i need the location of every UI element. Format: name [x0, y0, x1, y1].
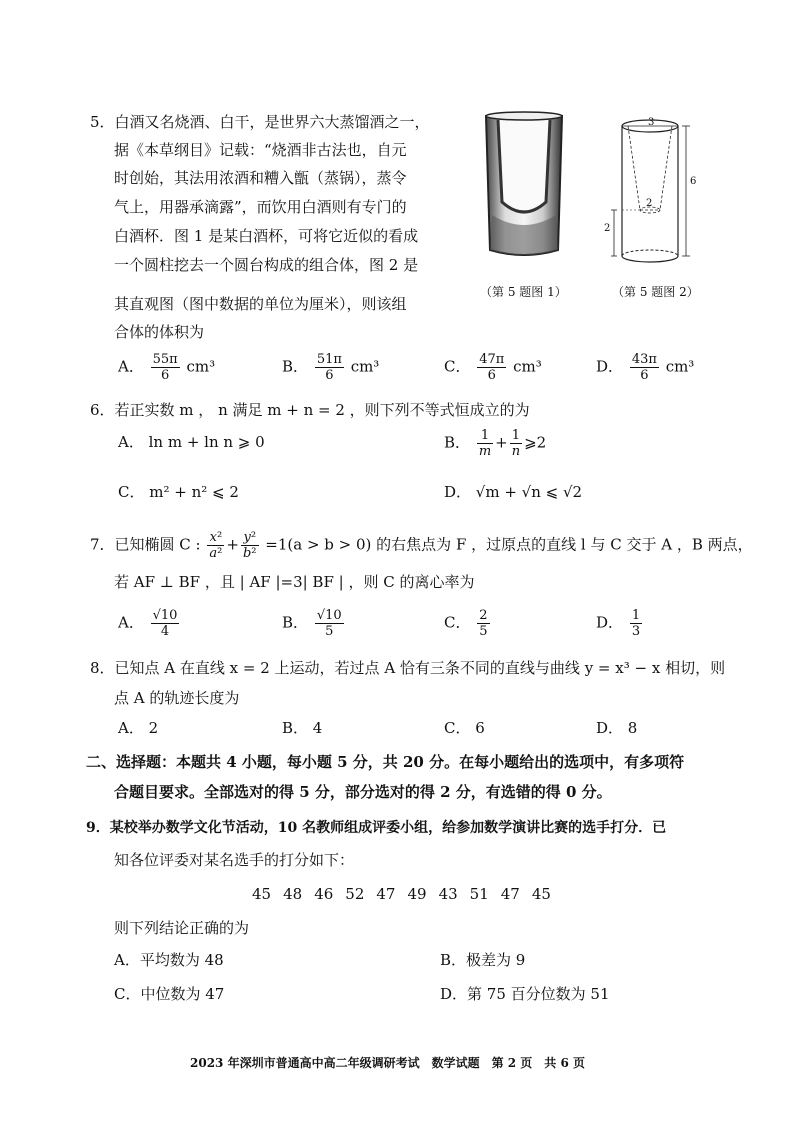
option-denominator: 6 [487, 368, 496, 383]
q5-option-c [444, 352, 542, 383]
option-unit: cm³ [186, 357, 216, 376]
section-2-instructions: 合题目要求。全部选对的得 5 分，部分选对的得 2 分，有选错的得 0 分。 [114, 783, 612, 801]
section-2-heading: 二、选择题：本题共 4 小题，每小题 5 分，共 20 分。在每小题给出的选项中，有多项符 [86, 753, 685, 771]
option-letter: A． [118, 613, 144, 632]
option-letter: D． [596, 613, 624, 632]
q6-option-d: D． √m + √n ⩽ √2 [444, 483, 583, 501]
q7-option-b [282, 608, 346, 639]
q5-option-d [596, 352, 694, 383]
q8-line-1: 8．已知点 A 在直线 x = 2 上运动，若过点 A 恰有三条不同的直线与曲线 y = x³ − x 相切，则 [90, 659, 726, 677]
option-denominator: 4 [160, 624, 170, 639]
q5-line-4: 气上，用器承滴露”，而饮用白酒则有专门的 [114, 198, 407, 216]
q7-stem-tail: =1(a > b > 0) 的右焦点为 F ，过原点的直线 l 与 C 交于 A ，B 两点， [265, 535, 753, 554]
option-denominator: 6 [161, 368, 170, 383]
q7-option-c [444, 608, 492, 639]
option-denominator: 5 [479, 624, 488, 639]
option-numerator: 1 [631, 608, 641, 623]
option-unit: cm³ [665, 357, 695, 376]
q5-option-a [118, 352, 215, 383]
fig2-label-top: 3 [648, 117, 655, 128]
q7-option-d [596, 608, 644, 639]
q6-option-a: A． ln m + ln n ⩾ 0 [118, 433, 265, 451]
option-numerator: 2 [479, 608, 488, 623]
option-denominator: 5 [325, 624, 334, 639]
score-value: 49 [407, 885, 427, 903]
q8-option-d: D． 8 [596, 719, 638, 737]
q9-line-3: 则下列结论正确的为 [114, 919, 250, 937]
option-numerator: 43π [631, 352, 657, 367]
option-letter: B． [282, 357, 309, 376]
option-letter: B． [282, 613, 309, 632]
q9-line-2: 知各位评委对某名选手的打分如下： [114, 851, 355, 869]
shot-glass-figure [478, 110, 570, 260]
q7-stem: 7．已知椭圆 C : $\frac{\text{x²}}{\text{a²}}$ + $\frac{\text{y²}}{\text{b²}}$ =1(a > b > 0) 的右焦点为 F ，过原点的直线 l 与 C 交于 A ，B 两点， [90, 530, 753, 561]
option-letter: A． [118, 357, 144, 376]
fig2-caption: （第 5 题图 2） [612, 285, 699, 299]
q5-line-3: 时创始，其法用浓酒和糟入甑（蒸锅），蒸令 [114, 169, 407, 187]
q8-option-a: A． 2 [118, 719, 159, 737]
option-letter: C． [444, 613, 471, 632]
option-numerator: 55π [152, 352, 178, 367]
fig2-label-height: 6 [690, 176, 697, 187]
option-unit: cm³ [350, 357, 380, 376]
score-value: 43 [438, 885, 458, 903]
score-value: 51 [469, 885, 489, 903]
option-unit: cm³ [513, 357, 542, 376]
q9-option-d: D．第 75 百分位数为 51 [440, 985, 610, 1003]
q5-option-b [282, 352, 379, 383]
q8-option-c: C． 6 [444, 719, 485, 737]
option-numerator: 47π [479, 352, 505, 367]
option-numerator: √10 [316, 608, 342, 623]
q9-line-1: 9．某校举办数学文化节活动，10 名教师组成评委小组，给参加数学演讲比赛的选手打分．已 [86, 820, 667, 836]
option-denominator: 6 [325, 368, 334, 383]
option-tail: ⩾2 [524, 433, 547, 452]
score-value: 48 [283, 885, 303, 903]
q6-option-c: C． m² + n² ⩽ 2 [118, 483, 239, 501]
option-letter: D． [596, 357, 624, 376]
q9-option-b: B．极差为 9 [440, 951, 526, 969]
q9-scores [252, 884, 563, 904]
q8-line-2: 点 A 的轨迹长度为 [114, 689, 240, 707]
option-letter: B． [444, 433, 471, 452]
score-value: 45 [252, 885, 272, 903]
option-numerator: √10 [152, 608, 178, 623]
q9-option-a: A．平均数为 48 [114, 951, 224, 969]
score-value: 45 [531, 885, 551, 903]
q9-option-c: C．中位数为 47 [114, 985, 225, 1003]
option-numerator: 51π [316, 352, 342, 367]
q5-line-7: 其直观图（图中数据的单位为厘米），则该组 [114, 295, 407, 313]
q5-line-5: 白酒杯．图 1 是某白酒杯，可将它近似的看成 [114, 227, 419, 245]
fig2-label-lower: 2 [604, 223, 611, 234]
q7-line-2: 若 AF ⊥ BF ，且 | AF |=3| BF | ，则 C 的离心率为 [114, 573, 475, 591]
cylinder-figure [610, 110, 698, 270]
fig2-label-mid: 2 [646, 198, 653, 209]
option-letter: C． [444, 357, 471, 376]
q5-line-1: 5．白酒又名烧酒、白干，是世界六大蒸馏酒之一， [90, 113, 430, 131]
fig1-caption: （第 5 题图 1） [480, 285, 567, 299]
q7-option-a [118, 608, 181, 639]
score-value: 52 [345, 885, 365, 903]
score-value: 47 [500, 885, 520, 903]
q5-line-6: 一个圆柱挖去一个圆台构成的组合体，图 2 是 [114, 256, 419, 274]
q7-stem-head: 7．已知椭圆 C : [90, 535, 201, 554]
option-denominator: 6 [640, 368, 649, 383]
score-value: 46 [314, 885, 334, 903]
q6-option-b: B． $\frac{1}{m}$ + $\frac{1}{n}$ ⩾2 [444, 428, 547, 459]
q6-stem: 6．若正实数 m ， n 满足 m + n = 2 ，则下列不等式恒成立的为 [90, 401, 530, 419]
q5-line-8: 合体的体积为 [114, 323, 205, 341]
option-denominator: 3 [631, 624, 641, 639]
score-value: 47 [376, 885, 396, 903]
q5-line-2: 据《本草纲目》记载：“烧酒非古法也，自元 [114, 141, 407, 159]
q8-option-b: B． 4 [282, 719, 323, 737]
page-footer: 2023 年深圳市普通高中高二年级调研考试 数学试题 第 2 页 共 6 页 [190, 1056, 585, 1070]
